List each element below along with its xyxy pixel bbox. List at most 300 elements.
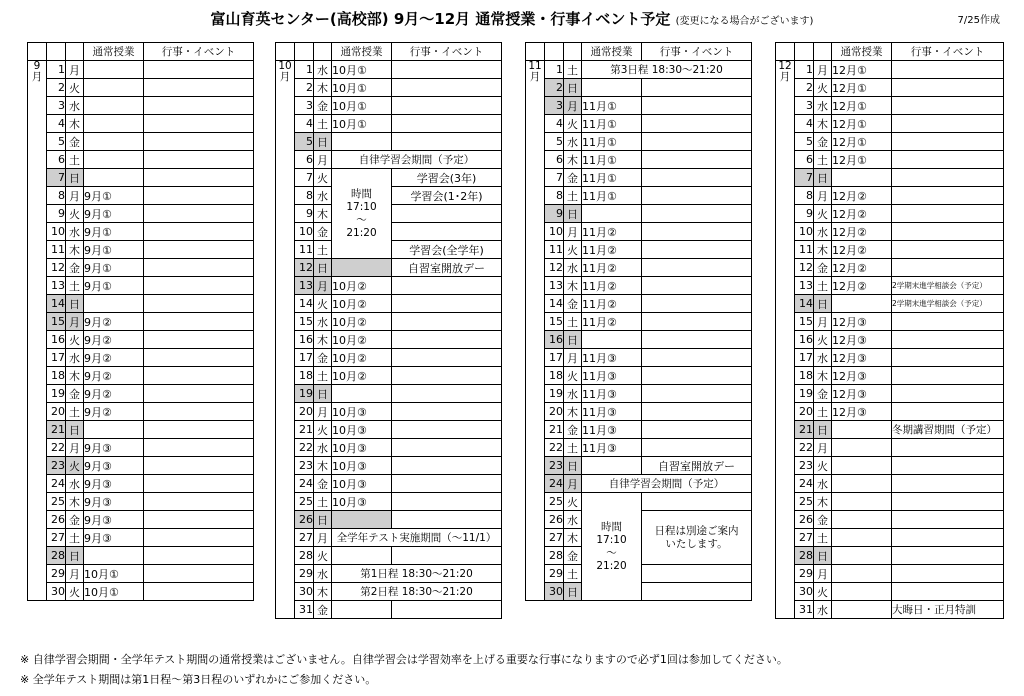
event-cell bbox=[892, 403, 1004, 421]
day-number: 29 bbox=[47, 565, 66, 583]
month-number: 12 bbox=[778, 60, 792, 72]
table-row bbox=[776, 475, 1004, 493]
weekday: 水 bbox=[314, 61, 332, 79]
day-number: 27 bbox=[795, 529, 814, 547]
header-blank bbox=[66, 43, 84, 61]
event-cell bbox=[392, 295, 502, 313]
regular-class: 9月② bbox=[84, 313, 144, 331]
calendar-october bbox=[275, 42, 502, 619]
regular-class: 10月③ bbox=[332, 439, 392, 457]
event-cell bbox=[392, 367, 502, 385]
table-row bbox=[28, 583, 254, 601]
event-cell bbox=[892, 259, 1004, 277]
regular-class: 10月① bbox=[332, 115, 392, 133]
regular-class: 10月② bbox=[332, 367, 392, 385]
day-number: 15 bbox=[545, 313, 564, 331]
regular-class bbox=[84, 421, 144, 439]
weekday: 日 bbox=[564, 331, 582, 349]
time-line: 時間 bbox=[351, 187, 372, 200]
regular-class bbox=[832, 565, 892, 583]
event-cell bbox=[144, 133, 254, 151]
day-number: 6 bbox=[545, 151, 564, 169]
event-cell bbox=[392, 511, 502, 529]
event-cell bbox=[892, 367, 1004, 385]
weekday: 火 bbox=[314, 295, 332, 313]
table-row bbox=[28, 205, 254, 223]
weekday: 火 bbox=[314, 169, 332, 187]
table-row bbox=[276, 331, 502, 349]
table-row bbox=[276, 61, 502, 79]
table-row bbox=[276, 277, 502, 295]
event-cell bbox=[642, 493, 752, 511]
weekday: 月 bbox=[814, 61, 832, 79]
weekday: 日 bbox=[814, 421, 832, 439]
weekday: 水 bbox=[564, 259, 582, 277]
test-day-2: 第2日程 18:30～21:20 bbox=[332, 583, 502, 601]
regular-class: 12月③ bbox=[832, 385, 892, 403]
event-cell bbox=[144, 295, 254, 313]
weekday: 土 bbox=[66, 529, 84, 547]
event-cell bbox=[642, 349, 752, 367]
test-day-1: 第1日程 18:30～21:20 bbox=[332, 565, 502, 583]
day-number: 16 bbox=[47, 331, 66, 349]
table-row bbox=[776, 223, 1004, 241]
table-row bbox=[276, 403, 502, 421]
event-cell bbox=[642, 277, 752, 295]
weekday: 水 bbox=[564, 511, 582, 529]
event-cell bbox=[892, 79, 1004, 97]
header-blank bbox=[795, 43, 814, 61]
regular-class: 10月① bbox=[84, 583, 144, 601]
day-number: 2 bbox=[295, 79, 314, 97]
table-row bbox=[526, 97, 752, 115]
day-number: 21 bbox=[47, 421, 66, 439]
weekday: 月 bbox=[564, 349, 582, 367]
event-cell bbox=[892, 583, 1004, 601]
weekday: 土 bbox=[814, 403, 832, 421]
event-cell bbox=[642, 439, 752, 457]
event-cell bbox=[392, 97, 502, 115]
table-row bbox=[776, 493, 1004, 511]
table-row bbox=[28, 61, 254, 79]
event-cell bbox=[392, 61, 502, 79]
weekday: 月 bbox=[814, 187, 832, 205]
table-row bbox=[28, 169, 254, 187]
day-number: 28 bbox=[47, 547, 66, 565]
table-row bbox=[776, 367, 1004, 385]
day-number: 29 bbox=[795, 565, 814, 583]
day-number: 22 bbox=[545, 439, 564, 457]
table-row bbox=[526, 367, 752, 385]
weekday: 月 bbox=[314, 277, 332, 295]
regular-class bbox=[832, 529, 892, 547]
weekday: 日 bbox=[814, 169, 832, 187]
day-number: 13 bbox=[545, 277, 564, 295]
day-number: 11 bbox=[545, 241, 564, 259]
weekday: 土 bbox=[66, 277, 84, 295]
table-row bbox=[526, 493, 752, 511]
table-row bbox=[776, 205, 1004, 223]
regular-class: 11月① bbox=[582, 187, 642, 205]
regular-class: 12月① bbox=[832, 97, 892, 115]
event-cell bbox=[892, 313, 1004, 331]
event-cell bbox=[144, 151, 254, 169]
regular-class: 10月③ bbox=[332, 475, 392, 493]
event-cell bbox=[392, 403, 502, 421]
weekday: 金 bbox=[314, 223, 332, 241]
weekday: 火 bbox=[814, 583, 832, 601]
weekday: 木 bbox=[564, 403, 582, 421]
weekday: 火 bbox=[66, 457, 84, 475]
regular-class: 11月① bbox=[582, 97, 642, 115]
table-row bbox=[28, 331, 254, 349]
table-row bbox=[276, 583, 502, 601]
calendar-december bbox=[775, 42, 1004, 619]
event-cell bbox=[642, 367, 752, 385]
day-number: 23 bbox=[47, 457, 66, 475]
weekday: 火 bbox=[564, 367, 582, 385]
event-cell bbox=[392, 349, 502, 367]
event-cell bbox=[392, 601, 502, 619]
weekday: 月 bbox=[814, 439, 832, 457]
event-cell bbox=[144, 313, 254, 331]
weekday: 月 bbox=[66, 565, 84, 583]
regular-class bbox=[832, 169, 892, 187]
regular-class: 11月② bbox=[582, 241, 642, 259]
day-number: 30 bbox=[295, 583, 314, 601]
table-row bbox=[276, 385, 502, 403]
regular-class bbox=[84, 97, 144, 115]
header-regular: 通常授業 bbox=[582, 43, 642, 61]
regular-class bbox=[582, 79, 642, 97]
weekday: 水 bbox=[814, 601, 832, 619]
regular-class bbox=[832, 421, 892, 439]
event-cell bbox=[892, 169, 1004, 187]
day-number: 22 bbox=[295, 439, 314, 457]
day-number: 23 bbox=[295, 457, 314, 475]
day-number: 16 bbox=[295, 331, 314, 349]
weekday: 日 bbox=[564, 583, 582, 601]
regular-class: 12月③ bbox=[832, 403, 892, 421]
header-blank bbox=[314, 43, 332, 61]
weekday: 金 bbox=[314, 97, 332, 115]
day-number: 7 bbox=[47, 169, 66, 187]
weekday: 土 bbox=[564, 565, 582, 583]
regular-class: 11月① bbox=[582, 133, 642, 151]
event-cell bbox=[392, 79, 502, 97]
day-number: 9 bbox=[295, 205, 314, 223]
regular-class: 11月② bbox=[582, 313, 642, 331]
event-cell bbox=[144, 61, 254, 79]
day-number: 15 bbox=[795, 313, 814, 331]
regular-class: 12月① bbox=[832, 133, 892, 151]
weekday: 水 bbox=[814, 475, 832, 493]
weekday: 月 bbox=[564, 97, 582, 115]
regular-class: 11月① bbox=[582, 151, 642, 169]
table-row bbox=[526, 421, 752, 439]
event-cell: 大晦日・正月特訓 bbox=[892, 601, 1004, 619]
weekday: 火 bbox=[814, 205, 832, 223]
table-row bbox=[526, 205, 752, 223]
table-row bbox=[28, 223, 254, 241]
day-number: 24 bbox=[47, 475, 66, 493]
header-blank bbox=[28, 43, 47, 61]
table-row bbox=[776, 61, 1004, 79]
regular-class: 11月② bbox=[582, 277, 642, 295]
regular-class: 12月② bbox=[832, 187, 892, 205]
day-number: 11 bbox=[795, 241, 814, 259]
header-regular: 通常授業 bbox=[84, 43, 144, 61]
event-cell bbox=[642, 187, 752, 205]
table-row bbox=[526, 169, 752, 187]
event-cell bbox=[144, 421, 254, 439]
day-number: 22 bbox=[795, 439, 814, 457]
table-row bbox=[276, 313, 502, 331]
regular-class bbox=[832, 511, 892, 529]
weekday: 土 bbox=[564, 187, 582, 205]
weekday: 土 bbox=[564, 313, 582, 331]
regular-class: 12月① bbox=[832, 61, 892, 79]
table-row bbox=[276, 115, 502, 133]
header-event: 行事・イベント bbox=[642, 43, 752, 61]
table-row bbox=[276, 493, 502, 511]
event-cell bbox=[642, 97, 752, 115]
table-row bbox=[28, 151, 254, 169]
regular-class: 11月③ bbox=[582, 367, 642, 385]
event-cell bbox=[892, 547, 1004, 565]
table-row bbox=[526, 259, 752, 277]
weekday: 金 bbox=[66, 511, 84, 529]
weekday: 金 bbox=[314, 349, 332, 367]
time-block bbox=[332, 169, 392, 259]
regular-class: 11月① bbox=[582, 115, 642, 133]
table-row bbox=[526, 403, 752, 421]
table-row bbox=[776, 79, 1004, 97]
regular-class: 11月② bbox=[582, 223, 642, 241]
table-row bbox=[28, 529, 254, 547]
event-cell bbox=[392, 457, 502, 475]
weekday: 火 bbox=[814, 331, 832, 349]
day-number: 27 bbox=[545, 529, 564, 547]
table-row bbox=[276, 601, 502, 619]
day-number: 9 bbox=[545, 205, 564, 223]
event-cell bbox=[144, 115, 254, 133]
event-cell bbox=[892, 331, 1004, 349]
day-number: 20 bbox=[47, 403, 66, 421]
table-row bbox=[276, 295, 502, 313]
event-cell bbox=[392, 493, 502, 511]
regular-class: 9月③ bbox=[84, 511, 144, 529]
day-number: 3 bbox=[295, 97, 314, 115]
time-line: ～ bbox=[356, 213, 367, 226]
day-number: 9 bbox=[47, 205, 66, 223]
regular-class: 9月② bbox=[84, 349, 144, 367]
day-number: 28 bbox=[545, 547, 564, 565]
table-row bbox=[526, 475, 752, 493]
dec-body bbox=[776, 61, 1004, 619]
day-number: 16 bbox=[545, 331, 564, 349]
regular-class: 12月③ bbox=[832, 331, 892, 349]
day-number: 7 bbox=[545, 169, 564, 187]
month-number: 10 bbox=[278, 60, 292, 72]
table-row bbox=[526, 133, 752, 151]
day-number: 2 bbox=[795, 79, 814, 97]
day-number: 15 bbox=[295, 313, 314, 331]
nov-body bbox=[526, 61, 752, 601]
regular-class: 11月③ bbox=[582, 421, 642, 439]
weekday: 木 bbox=[314, 457, 332, 475]
day-number: 18 bbox=[47, 367, 66, 385]
regular-class: 12月① bbox=[832, 79, 892, 97]
regular-class bbox=[582, 457, 642, 475]
regular-class: 10月② bbox=[332, 349, 392, 367]
regular-class: 9月② bbox=[84, 385, 144, 403]
event-cell bbox=[144, 367, 254, 385]
weekday: 木 bbox=[314, 79, 332, 97]
event-cell bbox=[144, 277, 254, 295]
day-number: 10 bbox=[47, 223, 66, 241]
table-row bbox=[28, 79, 254, 97]
event-cell bbox=[642, 403, 752, 421]
weekday: 月 bbox=[66, 313, 84, 331]
month-number: 11 bbox=[528, 60, 542, 72]
regular-class bbox=[832, 457, 892, 475]
regular-class bbox=[332, 385, 392, 403]
day-number: 26 bbox=[545, 511, 564, 529]
month-kanji: 月 bbox=[779, 71, 791, 83]
table-row bbox=[776, 133, 1004, 151]
table-row bbox=[276, 565, 502, 583]
event-cell bbox=[642, 115, 752, 133]
day-number: 9 bbox=[795, 205, 814, 223]
day-number: 4 bbox=[545, 115, 564, 133]
event-cell bbox=[144, 583, 254, 601]
weekday: 水 bbox=[564, 385, 582, 403]
event-cell bbox=[642, 421, 752, 439]
regular-class: 9月② bbox=[84, 403, 144, 421]
day-number: 2 bbox=[545, 79, 564, 97]
event-cell bbox=[144, 169, 254, 187]
event-cell bbox=[144, 349, 254, 367]
regular-class: 9月① bbox=[84, 277, 144, 295]
time-block bbox=[582, 493, 642, 601]
day-number: 29 bbox=[545, 565, 564, 583]
day-number: 3 bbox=[795, 97, 814, 115]
schedule-note-line: 日程は別途ご案内 bbox=[654, 524, 739, 537]
day-number: 12 bbox=[795, 259, 814, 277]
event-cell bbox=[144, 187, 254, 205]
header-blank bbox=[776, 43, 795, 61]
table-row bbox=[28, 133, 254, 151]
day-number: 19 bbox=[295, 385, 314, 403]
month-kanji: 月 bbox=[279, 71, 291, 83]
table-row bbox=[28, 259, 254, 277]
calendar-november bbox=[525, 42, 752, 601]
header-blank bbox=[545, 43, 564, 61]
regular-class: 12月③ bbox=[832, 367, 892, 385]
event-cell bbox=[892, 115, 1004, 133]
header-blank bbox=[814, 43, 832, 61]
event-cell bbox=[892, 61, 1004, 79]
table-row bbox=[28, 565, 254, 583]
regular-class: 9月② bbox=[84, 367, 144, 385]
regular-class: 10月② bbox=[332, 277, 392, 295]
regular-class: 9月② bbox=[84, 331, 144, 349]
regular-class: 10月① bbox=[332, 97, 392, 115]
event-cell bbox=[642, 241, 752, 259]
day-number: 15 bbox=[47, 313, 66, 331]
day-number: 26 bbox=[47, 511, 66, 529]
header-blank bbox=[564, 43, 582, 61]
regular-class: 10月③ bbox=[332, 403, 392, 421]
table-row bbox=[776, 97, 1004, 115]
weekday: 火 bbox=[66, 583, 84, 601]
table-row bbox=[776, 151, 1004, 169]
event-cell bbox=[392, 223, 502, 241]
day-number: 27 bbox=[47, 529, 66, 547]
regular-class bbox=[832, 583, 892, 601]
regular-class bbox=[332, 259, 392, 277]
regular-class: 12月② bbox=[832, 277, 892, 295]
day-number: 21 bbox=[545, 421, 564, 439]
regular-class: 9月③ bbox=[84, 439, 144, 457]
regular-class: 9月③ bbox=[84, 475, 144, 493]
weekday: 日 bbox=[814, 295, 832, 313]
weekday: 日 bbox=[66, 169, 84, 187]
day-number: 20 bbox=[295, 403, 314, 421]
event-cell bbox=[144, 565, 254, 583]
day-number: 25 bbox=[795, 493, 814, 511]
table-row bbox=[526, 241, 752, 259]
weekday: 金 bbox=[564, 295, 582, 313]
day-number: 5 bbox=[795, 133, 814, 151]
weekday: 水 bbox=[66, 223, 84, 241]
month-kanji: 月 bbox=[529, 71, 541, 83]
weekday: 水 bbox=[314, 313, 332, 331]
event-cell: 2学期末進学相談会（予定） bbox=[892, 295, 1004, 313]
table-row bbox=[526, 313, 752, 331]
weekday: 木 bbox=[814, 367, 832, 385]
time-line: 17:10 bbox=[346, 200, 377, 213]
event-cell bbox=[144, 547, 254, 565]
event-cell bbox=[892, 349, 1004, 367]
regular-class: 9月① bbox=[84, 187, 144, 205]
event-cell bbox=[392, 205, 502, 223]
day-number: 22 bbox=[47, 439, 66, 457]
day-number: 31 bbox=[295, 601, 314, 619]
weekday: 木 bbox=[314, 205, 332, 223]
table-row bbox=[276, 133, 502, 151]
study-session-1-2: 学習会(1･2年) bbox=[392, 187, 502, 205]
event-cell bbox=[892, 205, 1004, 223]
table-row bbox=[776, 421, 1004, 439]
weekday: 水 bbox=[66, 475, 84, 493]
schedule-note bbox=[642, 511, 752, 565]
regular-class bbox=[582, 331, 642, 349]
event-cell bbox=[892, 529, 1004, 547]
regular-class bbox=[84, 61, 144, 79]
event-cell bbox=[144, 457, 254, 475]
table-row bbox=[776, 439, 1004, 457]
weekday: 月 bbox=[314, 151, 332, 169]
table-row bbox=[276, 79, 502, 97]
event-cell bbox=[642, 583, 752, 601]
regular-class bbox=[832, 475, 892, 493]
weekday: 木 bbox=[564, 151, 582, 169]
day-number: 16 bbox=[795, 331, 814, 349]
regular-class: 12月③ bbox=[832, 313, 892, 331]
test-day-3: 第3日程 18:30～21:20 bbox=[582, 61, 752, 79]
